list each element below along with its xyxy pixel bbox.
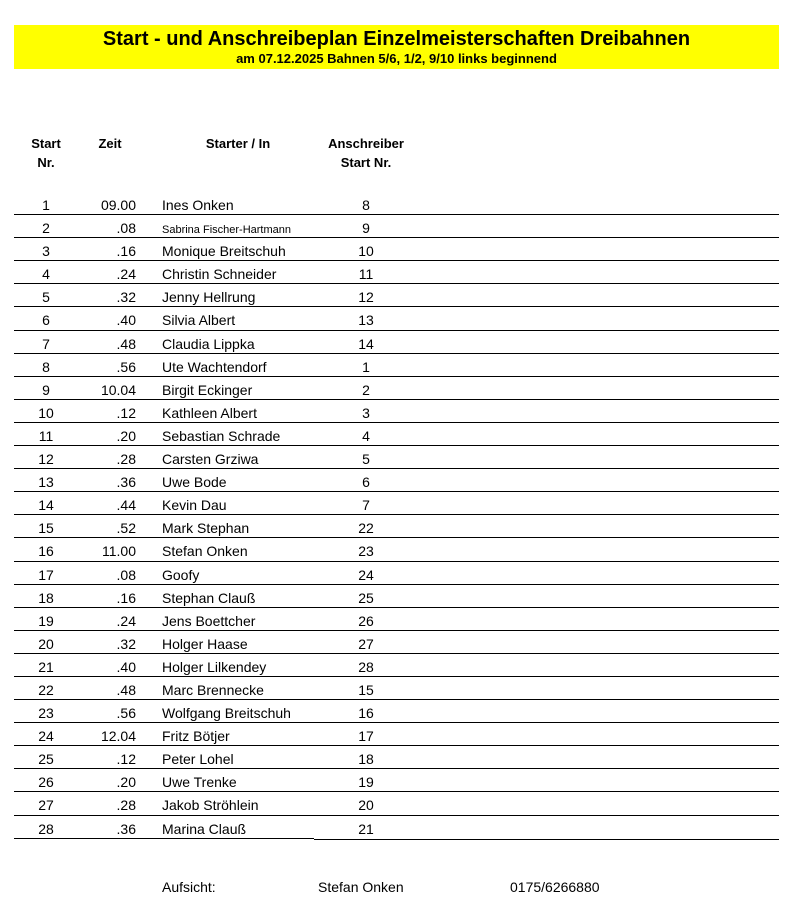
- starter-name-cell: Jens Boettcher: [162, 612, 256, 629]
- zeit-cell: .24: [116, 266, 136, 283]
- table-row: [14, 538, 779, 561]
- start-nr-cell: 18: [38, 589, 54, 606]
- start-nr-cell: 19: [38, 612, 54, 629]
- title-banner: [14, 25, 779, 69]
- starter-name-cell: Uwe Bode: [162, 474, 227, 491]
- table-row: [14, 469, 779, 492]
- header-starter: Starter / In: [205, 136, 271, 151]
- zeit-cell: .28: [116, 451, 136, 468]
- table-row: [14, 331, 779, 354]
- table-row: [14, 284, 779, 307]
- page-subtitle: am 07.12.2025 Bahnen 5/6, 1/2, 9/10 links beginnend: [236, 51, 557, 66]
- footer-supervisor-name: Stefan Onken: [318, 879, 404, 895]
- anschreiber-cell: 26: [358, 612, 374, 629]
- start-nr-cell: 25: [38, 751, 54, 768]
- table-row: [14, 192, 779, 215]
- table-row: [14, 723, 779, 746]
- start-nr-cell: 23: [38, 705, 54, 722]
- footer-phone: 0175/6266880: [510, 879, 600, 895]
- anschreiber-cell: 13: [358, 312, 374, 329]
- starter-name-cell: Claudia Lippka: [162, 335, 255, 352]
- page-title: Start - und Anschreibeplan Einzelmeisterschaften Dreibahnen: [102, 28, 691, 50]
- start-nr-cell: 2: [42, 220, 50, 237]
- zeit-cell: .16: [116, 589, 136, 606]
- anschreiber-cell: 3: [362, 404, 370, 421]
- table-row: [14, 654, 779, 677]
- zeit-cell: .48: [116, 681, 136, 698]
- table-row: [14, 261, 779, 284]
- zeit-cell: .28: [116, 797, 136, 814]
- table-row: [14, 677, 779, 700]
- zeit-cell: 10.04: [100, 381, 136, 398]
- zeit-cell: .32: [116, 635, 136, 652]
- zeit-cell: .56: [116, 358, 136, 375]
- zeit-cell: 09.00: [100, 197, 136, 213]
- zeit-cell: .56: [116, 705, 136, 722]
- starter-name-cell: Birgit Eckinger: [162, 381, 253, 398]
- table-row: [14, 585, 779, 608]
- starter-name-cell: Holger Haase: [162, 635, 248, 652]
- anschreiber-cell: 11: [358, 266, 374, 283]
- starter-name-cell: Christin Schneider: [162, 266, 277, 283]
- anschreiber-cell: 20: [358, 797, 374, 814]
- anschreiber-cell: 12: [358, 289, 374, 306]
- zeit-cell: .36: [116, 820, 136, 837]
- start-nr-cell: 1: [42, 197, 50, 213]
- start-nr-cell: 5: [42, 289, 50, 306]
- table-row: [14, 631, 779, 654]
- zeit-cell: 12.04: [100, 728, 136, 745]
- table-row: [14, 307, 779, 330]
- start-nr-cell: 16: [38, 543, 54, 560]
- zeit-cell: .44: [116, 497, 136, 514]
- table-row: [14, 492, 779, 515]
- anschreiber-cell: 8: [362, 197, 370, 213]
- zeit-cell: .40: [116, 658, 136, 675]
- zeit-cell: .48: [116, 335, 136, 352]
- starter-name-cell: Kathleen Albert: [162, 404, 257, 421]
- anschreiber-cell: 2: [362, 381, 370, 398]
- start-list-table: [14, 192, 779, 839]
- starter-name-cell: Sabrina Fischer-Hartmann: [162, 224, 291, 237]
- table-row: [14, 354, 779, 377]
- start-nr-cell: 22: [38, 681, 54, 698]
- zeit-cell: .20: [116, 774, 136, 791]
- starter-name-cell: Ute Wachtendorf: [162, 358, 267, 375]
- anschreiber-cell: 22: [358, 520, 374, 537]
- anschreiber-cell: 5: [362, 451, 370, 468]
- table-row: [14, 400, 779, 423]
- start-nr-cell: 4: [42, 266, 50, 283]
- anschreiber-cell: 19: [358, 774, 374, 791]
- zeit-cell: .16: [116, 243, 136, 260]
- start-nr-cell: 20: [38, 635, 54, 652]
- zeit-cell: .24: [116, 612, 136, 629]
- table-row: [14, 515, 779, 538]
- table-row: [14, 700, 779, 723]
- start-nr-cell: 13: [38, 474, 54, 491]
- table-row: [14, 446, 779, 469]
- start-nr-cell: 14: [38, 497, 54, 514]
- start-nr-cell: 6: [42, 312, 50, 329]
- table-row: [14, 215, 779, 238]
- anschreiber-cell: 10: [358, 243, 374, 260]
- start-nr-cell: 10: [38, 404, 54, 421]
- anschreiber-cell: 6: [362, 474, 370, 491]
- footer-label: Aufsicht:: [162, 879, 216, 895]
- start-nr-cell: 12: [38, 451, 54, 468]
- starter-name-cell: Jakob Ströhlein: [162, 797, 259, 814]
- anschreiber-cell: 27: [358, 635, 374, 652]
- header-anschreiber: Anschreiber Start Nr.: [328, 136, 404, 170]
- anschreiber-cell: 18: [358, 751, 374, 768]
- header-start-nr: Start Nr.: [31, 136, 61, 170]
- starter-name-cell: Holger Lilkendey: [162, 658, 267, 675]
- start-nr-cell: 15: [38, 520, 54, 537]
- table-row: [14, 562, 779, 585]
- anschreiber-cell: 28: [358, 658, 374, 675]
- starter-name-cell: Sebastian Schrade: [162, 427, 281, 444]
- starter-name-cell: Uwe Trenke: [162, 774, 237, 791]
- zeit-cell: .52: [116, 520, 136, 537]
- table-row: [14, 377, 779, 400]
- start-nr-cell: 28: [38, 820, 54, 837]
- starter-name-cell: Peter Lohel: [162, 751, 234, 768]
- anschreiber-cell: 15: [358, 681, 374, 698]
- start-nr-cell: 8: [42, 358, 50, 375]
- anschreiber-cell: 14: [358, 335, 374, 352]
- starter-name-cell: Mark Stephan: [162, 520, 250, 537]
- anschreiber-cell: 4: [362, 427, 370, 444]
- header-zeit: Zeit: [98, 136, 122, 151]
- table-row: [14, 608, 779, 631]
- anschreiber-cell: 21: [358, 820, 374, 837]
- zeit-cell: .08: [116, 220, 136, 237]
- table-row: [14, 816, 779, 839]
- anschreiber-cell: 23: [358, 543, 374, 560]
- starter-name-cell: Goofy: [162, 566, 200, 583]
- starter-name-cell: Marina Clauß: [162, 820, 247, 837]
- zeit-cell: .08: [116, 566, 136, 583]
- zeit-cell: .32: [116, 289, 136, 306]
- anschreiber-cell: 24: [358, 566, 374, 583]
- table-row: [14, 238, 779, 261]
- starter-name-cell: Kevin Dau: [162, 497, 227, 514]
- start-nr-cell: 11: [38, 427, 54, 444]
- zeit-cell: .20: [116, 427, 136, 444]
- starter-name-cell: Carsten Grziwa: [162, 451, 259, 468]
- anschreiber-cell: 25: [358, 589, 374, 606]
- starter-name-cell: Marc Brennecke: [162, 681, 264, 698]
- anschreiber-cell: 7: [362, 497, 370, 514]
- starter-name-cell: Silvia Albert: [162, 312, 236, 329]
- start-nr-cell: 27: [38, 797, 54, 814]
- start-nr-cell: 21: [38, 658, 54, 675]
- table-row: [14, 746, 779, 769]
- table-row: [14, 792, 779, 815]
- zeit-cell: .40: [116, 312, 136, 329]
- start-nr-cell: 24: [38, 728, 54, 745]
- start-nr-cell: 26: [38, 774, 54, 791]
- starter-name-cell: Stefan Onken: [162, 543, 248, 560]
- starter-name-cell: Jenny Hellrung: [162, 289, 256, 306]
- starter-name-cell: Fritz Bötjer: [162, 728, 230, 745]
- start-nr-cell: 9: [42, 381, 50, 398]
- anschreiber-cell: 16: [358, 705, 374, 722]
- anschreiber-cell: 1: [362, 358, 370, 375]
- table-row: [14, 423, 779, 446]
- zeit-cell: .12: [116, 404, 136, 421]
- zeit-cell: 11.00: [102, 543, 136, 560]
- starter-name-cell: Wolfgang Breitschuh: [162, 705, 291, 722]
- start-nr-cell: 3: [42, 243, 50, 260]
- zeit-cell: .36: [116, 474, 136, 491]
- starter-name-cell: Ines Onken: [162, 197, 234, 213]
- table-row: [14, 769, 779, 792]
- zeit-cell: .12: [116, 751, 136, 768]
- starter-name-cell: Stephan Clauß: [162, 589, 256, 606]
- start-nr-cell: 7: [42, 335, 50, 352]
- starter-name-cell: Monique Breitschuh: [162, 243, 286, 260]
- start-nr-cell: 17: [38, 566, 54, 583]
- anschreiber-cell: 9: [362, 220, 370, 237]
- anschreiber-cell: 17: [358, 728, 374, 745]
